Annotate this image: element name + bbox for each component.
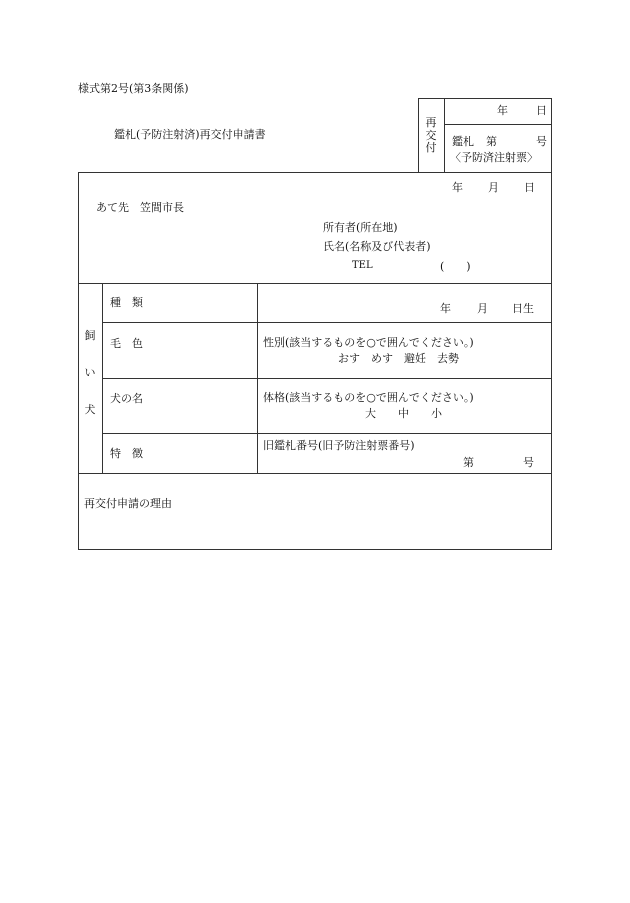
sex-label: 性別(該当するものを○で囲んでください。) (263, 336, 474, 349)
col-divider-section (102, 283, 103, 473)
row-divider-coat (102, 378, 552, 379)
reissue-day: 日 (536, 104, 547, 117)
owner-name-label: 氏名(名称及び代表者) (323, 240, 431, 253)
owner-address-label: 所有者(所在地) (323, 221, 398, 234)
reissue-divider-horizontal (444, 124, 552, 125)
size-options: 大 中 小 (365, 407, 442, 420)
row-divider-applicant (78, 283, 552, 284)
reissue-tag-label: 鑑札 (452, 135, 474, 148)
features-label: 特 徴 (110, 447, 143, 460)
reissue-divider-vertical (444, 98, 445, 173)
reissue-label: 再 交 付 (425, 116, 437, 155)
birth-day: 日生 (512, 302, 534, 315)
dog-name-label: 犬の名 (110, 392, 143, 405)
application-table (78, 172, 552, 550)
reissue-tag-go: 号 (536, 135, 547, 148)
application-month: 月 (488, 181, 499, 194)
coat-color-label: 毛 色 (110, 337, 143, 350)
old-tag-go: 号 (523, 456, 534, 469)
application-day: 日 (524, 181, 535, 194)
breed-label: 種 類 (110, 296, 143, 309)
dog-section-label: 飼 い 犬 (84, 329, 96, 416)
row-divider-name (102, 433, 552, 434)
old-tag-label: 旧鑑札番号(旧予防注射票番号) (263, 439, 415, 452)
application-year: 年 (452, 181, 463, 194)
birth-year: 年 (440, 302, 451, 315)
reissue-vaccine-ticket: 〈予防済注射票〉 (450, 151, 538, 164)
form-title: 鑑札(予防注射済)再交付申請書 (114, 128, 266, 141)
tel-label: TEL (352, 260, 373, 271)
birth-month: 月 (477, 302, 488, 315)
form-number: 様式第2号(第3条関係) (78, 82, 189, 95)
row-divider-features (78, 473, 552, 474)
size-label: 体格(該当するものを○で囲んでください。) (263, 391, 474, 404)
sex-options: おす めす 避妊 去勢 (338, 352, 459, 365)
reason-label: 再交付申請の理由 (84, 497, 172, 510)
reissue-tag-dai: 第 (486, 135, 497, 148)
row-divider-breed (102, 322, 552, 323)
col-divider-labels (257, 283, 258, 473)
tel-parens: ( ) (440, 260, 471, 273)
old-tag-dai: 第 (463, 456, 474, 469)
addressee: あて先 笠間市長 (96, 201, 184, 214)
reissue-year: 年 (497, 104, 508, 117)
